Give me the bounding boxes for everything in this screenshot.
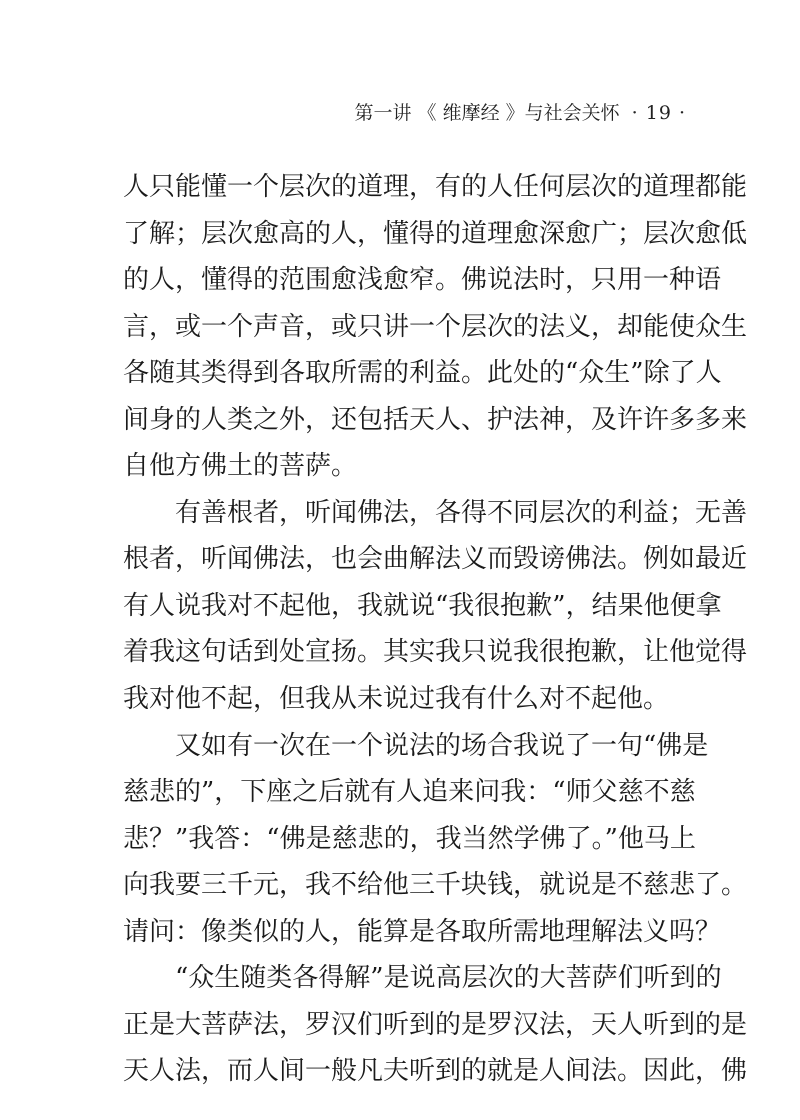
text-line: “众生随类各得解”是说高层次的大菩萨们听到的	[175, 963, 722, 994]
text-line: 又如有一次在一个说法的场合我说了一句“佛是	[175, 730, 709, 761]
text-line: 各随其类得到各取所需的利益。此处的“众生”除了人	[123, 358, 722, 389]
text-line: 正是大菩萨法，罗汉们听到的是罗汉法，天人听到的是	[123, 1009, 748, 1040]
text-line: 间身的人类之外，还包括天人、护法神，及许许多多来	[123, 404, 748, 435]
text-line: 自他方佛土的菩萨。	[123, 451, 358, 482]
text-line: 着我这句话到处宣扬。其实我只说我很抱歉，让他觉得	[123, 637, 748, 668]
text-line: 我对他不起，但我从未说过我有什么对不起他。	[123, 684, 670, 715]
running-header	[0, 101, 686, 125]
text-line: 慈悲的”，下座之后就有人追来问我：“师父慈不慈	[123, 777, 696, 808]
text-line: 言，或一个声音，或只讲一个层次的法义，却能使众生	[123, 311, 748, 342]
text-line: 了解；层次愈高的人，懂得的道理愈深愈广；层次愈低	[123, 218, 748, 249]
text-line: 的人，懂得的范围愈浅愈窄。佛说法时，只用一种语	[123, 265, 722, 296]
chapter-title: 第一讲 《 维摩经 》与社会关怀	[354, 102, 620, 124]
page-number: · 19 ·	[631, 102, 686, 124]
text-line: 向我要三千元，我不给他三千块钱，就说是不慈悲了。	[123, 870, 748, 901]
text-line: 有人说我对不起他，我就说“我很抱歉”，结果他便拿	[123, 590, 722, 621]
body-text	[123, 164, 748, 1095]
text-line: 有善根者，听闻佛法，各得不同层次的利益；无善	[175, 497, 748, 528]
text-line: 根者，听闻佛法，也会曲解法义而毁谤佛法。例如最近	[123, 544, 748, 575]
text-line: 请问：像类似的人，能算是各取所需地理解法义吗？	[123, 916, 722, 947]
text-line: 人只能懂一个层次的道理，有的人任何层次的道理都能	[123, 172, 748, 202]
text-line: 悲？”我答：“佛是慈悲的，我当然学佛了。”他马上	[123, 823, 696, 854]
text-line: 天人法，而人间一般凡夫听到的就是人间法。因此，佛	[123, 1056, 748, 1087]
